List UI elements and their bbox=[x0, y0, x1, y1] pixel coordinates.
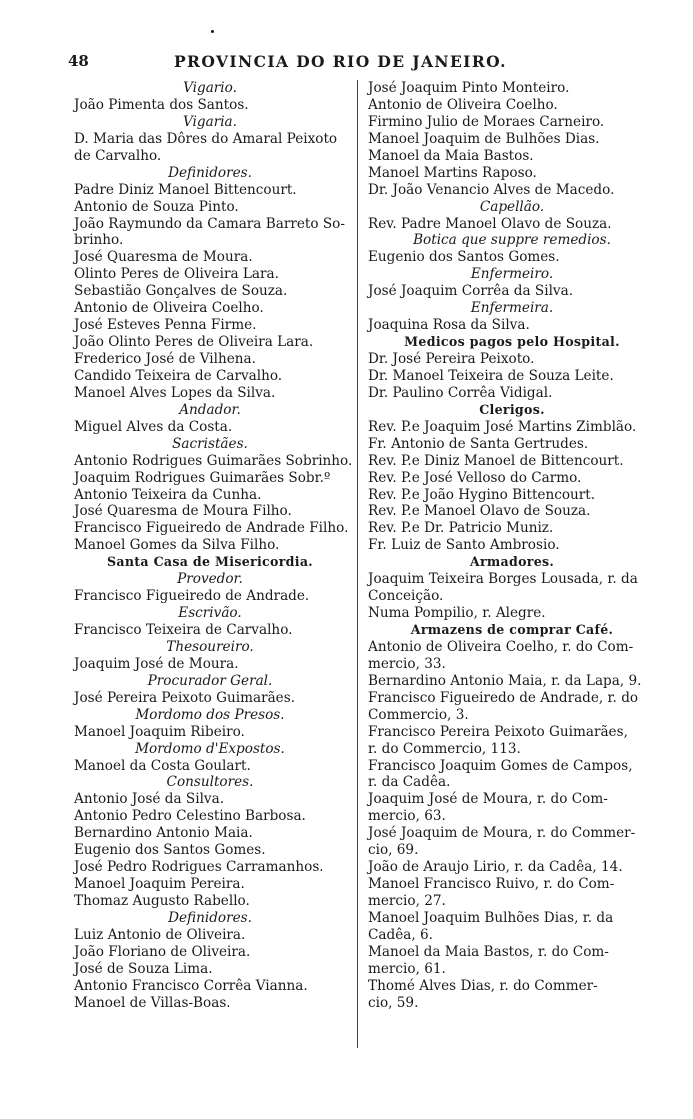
list-item: Antonio Rodrigues Guimarães Sobrinho. bbox=[74, 452, 353, 469]
entry-continuation: r. do Commercio, 113. bbox=[368, 740, 521, 757]
list-item: Manoel Joaquim Pereira. bbox=[74, 876, 245, 893]
list-item: Antonio de Souza Pinto. bbox=[74, 198, 239, 215]
role-heading: Botica que suppre remedios. bbox=[413, 232, 611, 249]
list-item: Antonio de Oliveira Coelho. bbox=[368, 96, 558, 113]
section-heading: Armadores. bbox=[469, 554, 555, 570]
role-heading: Andador. bbox=[179, 401, 241, 418]
role-heading: Consultores. bbox=[166, 774, 254, 791]
list-item: Dr. Paulino Corrêa Vidigal. bbox=[368, 384, 553, 401]
list-item: João de Araujo Lirio, r. da Cadêa, 14. bbox=[368, 859, 623, 876]
entry-continuation: Conceição. bbox=[368, 588, 444, 605]
list-item: Candido Teixeira de Carvalho. bbox=[74, 367, 283, 384]
entry-continuation: de Carvalho. bbox=[74, 147, 162, 164]
section-heading: Medicos pagos pelo Hospital. bbox=[404, 334, 620, 350]
list-item: Antonio Teixeira da Cunha. bbox=[74, 486, 262, 503]
role-heading: Definidores. bbox=[168, 164, 252, 181]
role-heading: Mordomo dos Presos. bbox=[135, 706, 285, 723]
list-item: José Quaresma de Moura Filho. bbox=[74, 503, 292, 520]
list-item: Manoel Alves Lopes da Silva. bbox=[74, 384, 276, 401]
entry-continuation: r. da Cadêa. bbox=[368, 774, 451, 791]
list-item: Miguel Alves da Costa. bbox=[74, 418, 233, 435]
section-heading: Armazens de comprar Café. bbox=[410, 622, 614, 637]
list-item: Manoel da Maia Bastos, r. do Com- bbox=[368, 943, 609, 960]
right-column bbox=[362, 80, 662, 1012]
entry-continuation: mercio, 27. bbox=[368, 893, 446, 909]
list-item: Antonio Pedro Celestino Barbosa. bbox=[74, 808, 306, 825]
list-item: Eugenio dos Santos Gomes. bbox=[368, 249, 560, 266]
list-item: José Joaquim Pinto Monteiro. bbox=[368, 80, 570, 96]
list-item: Antonio de Oliveira Coelho. bbox=[74, 300, 264, 317]
list-item: Sebastião Gonçalves de Souza. bbox=[74, 283, 288, 300]
list-item: Rev. P.e João Hygino Bittencourt. bbox=[368, 486, 596, 503]
list-item: João Pimenta dos Santos. bbox=[74, 96, 249, 113]
list-item: José Esteves Penna Firme. bbox=[74, 317, 257, 334]
list-item: João Olinto Peres de Oliveira Lara. bbox=[74, 334, 314, 351]
list-item: Bernardino Antonio Maia, r. da Lapa, 9. bbox=[368, 672, 642, 689]
list-item: Francisco Figueiredo de Andrade, r. do bbox=[368, 689, 639, 706]
entry-continuation: Cadêa, 6. bbox=[368, 926, 433, 943]
entry-continuation: cio, 59. bbox=[368, 994, 419, 1011]
role-heading: Mordomo d'Expostos. bbox=[135, 740, 285, 757]
role-heading: Procurador Geral. bbox=[147, 672, 273, 689]
list-item: Manoel Martins Raposo. bbox=[368, 164, 537, 181]
list-item: Francisco Figueiredo de Andrade. bbox=[74, 588, 310, 605]
list-item: Joaquim Rodrigues Guimarães Sobr.º bbox=[74, 469, 331, 486]
role-heading: Provedor. bbox=[177, 571, 243, 588]
entry-continuation: mercio, 63. bbox=[368, 808, 446, 825]
column-divider bbox=[357, 80, 358, 1048]
list-item: Dr. João Venancio Alves de Macedo. bbox=[368, 181, 615, 198]
list-item: Dr. Manoel Teixeira de Souza Leite. bbox=[368, 367, 614, 384]
list-item: José Pereira Peixoto Guimarães. bbox=[74, 689, 296, 706]
list-item: Joaquina Rosa da Silva. bbox=[368, 317, 530, 334]
role-heading: Vigario. bbox=[183, 80, 237, 96]
list-item: Dr. José Pereira Peixoto. bbox=[368, 351, 535, 367]
list-item: Joaquim Teixeira Borges Lousada, r. da bbox=[368, 571, 638, 588]
page-number: 48 bbox=[68, 52, 89, 70]
section-heading: Santa Casa de Misericordia. bbox=[107, 554, 313, 570]
list-item: D. Maria das Dôres do Amaral Peixoto bbox=[74, 130, 338, 147]
list-item: Francisco Figueiredo de Andrade Filho. bbox=[74, 520, 349, 537]
list-item: José Pedro Rodrigues Carramanhos. bbox=[74, 859, 324, 876]
role-heading: Enfermeiro. bbox=[470, 266, 554, 283]
list-item: Manoel Joaquim Bulhões Dias, r. da bbox=[368, 909, 614, 926]
list-item: Francisco Teixeira de Carvalho. bbox=[74, 622, 293, 638]
list-item: João Raymundo da Camara Barreto So- bbox=[74, 215, 345, 232]
list-item: Rev. Padre Manoel Olavo de Souza. bbox=[368, 215, 612, 232]
list-item: Rev. P.e José Velloso do Carmo. bbox=[368, 469, 582, 486]
list-item: Padre Diniz Manoel Bittencourt. bbox=[74, 181, 297, 198]
left-column bbox=[64, 80, 356, 1012]
entry-continuation: Commercio, 3. bbox=[368, 706, 469, 723]
list-item: Joaquim José de Moura, r. do Com- bbox=[368, 791, 608, 808]
list-item: Rev. P.e Joaquim José Martins Zimblão. bbox=[368, 418, 637, 435]
list-item: Manoel da Costa Goulart. bbox=[74, 757, 251, 774]
list-item: Bernardino Antonio Maia. bbox=[74, 825, 253, 842]
list-item: Rev. P.e Manoel Olavo de Souza. bbox=[368, 503, 591, 520]
list-item: Luiz Antonio de Oliveira. bbox=[74, 926, 246, 943]
list-item: Firmino Julio de Moraes Carneiro. bbox=[368, 113, 605, 130]
list-item: Fr. Antonio de Santa Gertrudes. bbox=[368, 435, 589, 452]
list-item: Olinto Peres de Oliveira Lara. bbox=[74, 266, 279, 283]
entry-continuation: mercio, 33. bbox=[368, 655, 446, 672]
list-item: Rev. P.e Dr. Patricio Muniz. bbox=[368, 520, 554, 537]
role-heading: Vigaria. bbox=[182, 113, 237, 130]
list-item: Antonio José da Silva. bbox=[74, 791, 225, 808]
section-heading: Clerigos. bbox=[479, 401, 545, 417]
list-item: Rev. P.e Diniz Manoel de Bittencourt. bbox=[368, 452, 624, 469]
role-heading: Escrivão. bbox=[178, 605, 242, 622]
print-mark bbox=[211, 30, 214, 33]
list-item: Antonio Francisco Corrêa Vianna. bbox=[74, 977, 308, 994]
list-item: Eugenio dos Santos Gomes. bbox=[74, 842, 266, 859]
list-item: Manoel Joaquim de Bulhões Dias. bbox=[368, 130, 600, 147]
entry-continuation: mercio, 61. bbox=[368, 960, 446, 977]
list-item: Fr. Luiz de Santo Ambrosio. bbox=[368, 537, 560, 554]
list-item: Manoel Gomes da Silva Filho. bbox=[74, 537, 280, 554]
list-item: Numa Pompilio, r. Alegre. bbox=[368, 605, 546, 622]
list-item: Francisco Joaquim Gomes de Campos, bbox=[368, 757, 633, 774]
list-item: José Joaquim Corrêa da Silva. bbox=[368, 283, 574, 300]
list-item: Thomaz Augusto Rabello. bbox=[74, 893, 250, 909]
entry-continuation: brinho. bbox=[74, 232, 124, 249]
role-heading: Definidores. bbox=[168, 909, 252, 926]
list-item: José de Souza Lima. bbox=[74, 960, 213, 977]
list-item: Manoel de Villas-Boas. bbox=[74, 994, 231, 1011]
role-heading: Capellão. bbox=[479, 198, 545, 215]
list-item: Antonio de Oliveira Coelho, r. do Com- bbox=[368, 638, 634, 655]
list-item: Manoel da Maia Bastos. bbox=[368, 147, 534, 164]
role-heading: Thesoureiro. bbox=[166, 638, 254, 655]
list-item: João Floriano de Oliveira. bbox=[74, 943, 251, 960]
list-item: José Quaresma de Moura. bbox=[74, 249, 253, 266]
entry-continuation: cio, 69. bbox=[368, 842, 419, 859]
list-item: Frederico José de Vilhena. bbox=[74, 351, 256, 367]
list-item: Joaquim José de Moura. bbox=[74, 655, 239, 672]
list-item: Francisco Pereira Peixoto Guimarães, bbox=[368, 723, 628, 740]
role-heading: Enfermeira. bbox=[470, 300, 554, 317]
list-item: José Joaquim de Moura, r. do Commer- bbox=[368, 825, 636, 842]
page-title: PROVINCIA DO RIO DE JANEIRO. bbox=[174, 52, 507, 71]
list-item: Manoel Francisco Ruivo, r. do Com- bbox=[368, 876, 615, 893]
role-heading: Sacristães. bbox=[172, 435, 248, 452]
list-item: Thomé Alves Dias, r. do Commer- bbox=[368, 977, 598, 994]
list-item: Manoel Joaquim Ribeiro. bbox=[74, 723, 245, 740]
